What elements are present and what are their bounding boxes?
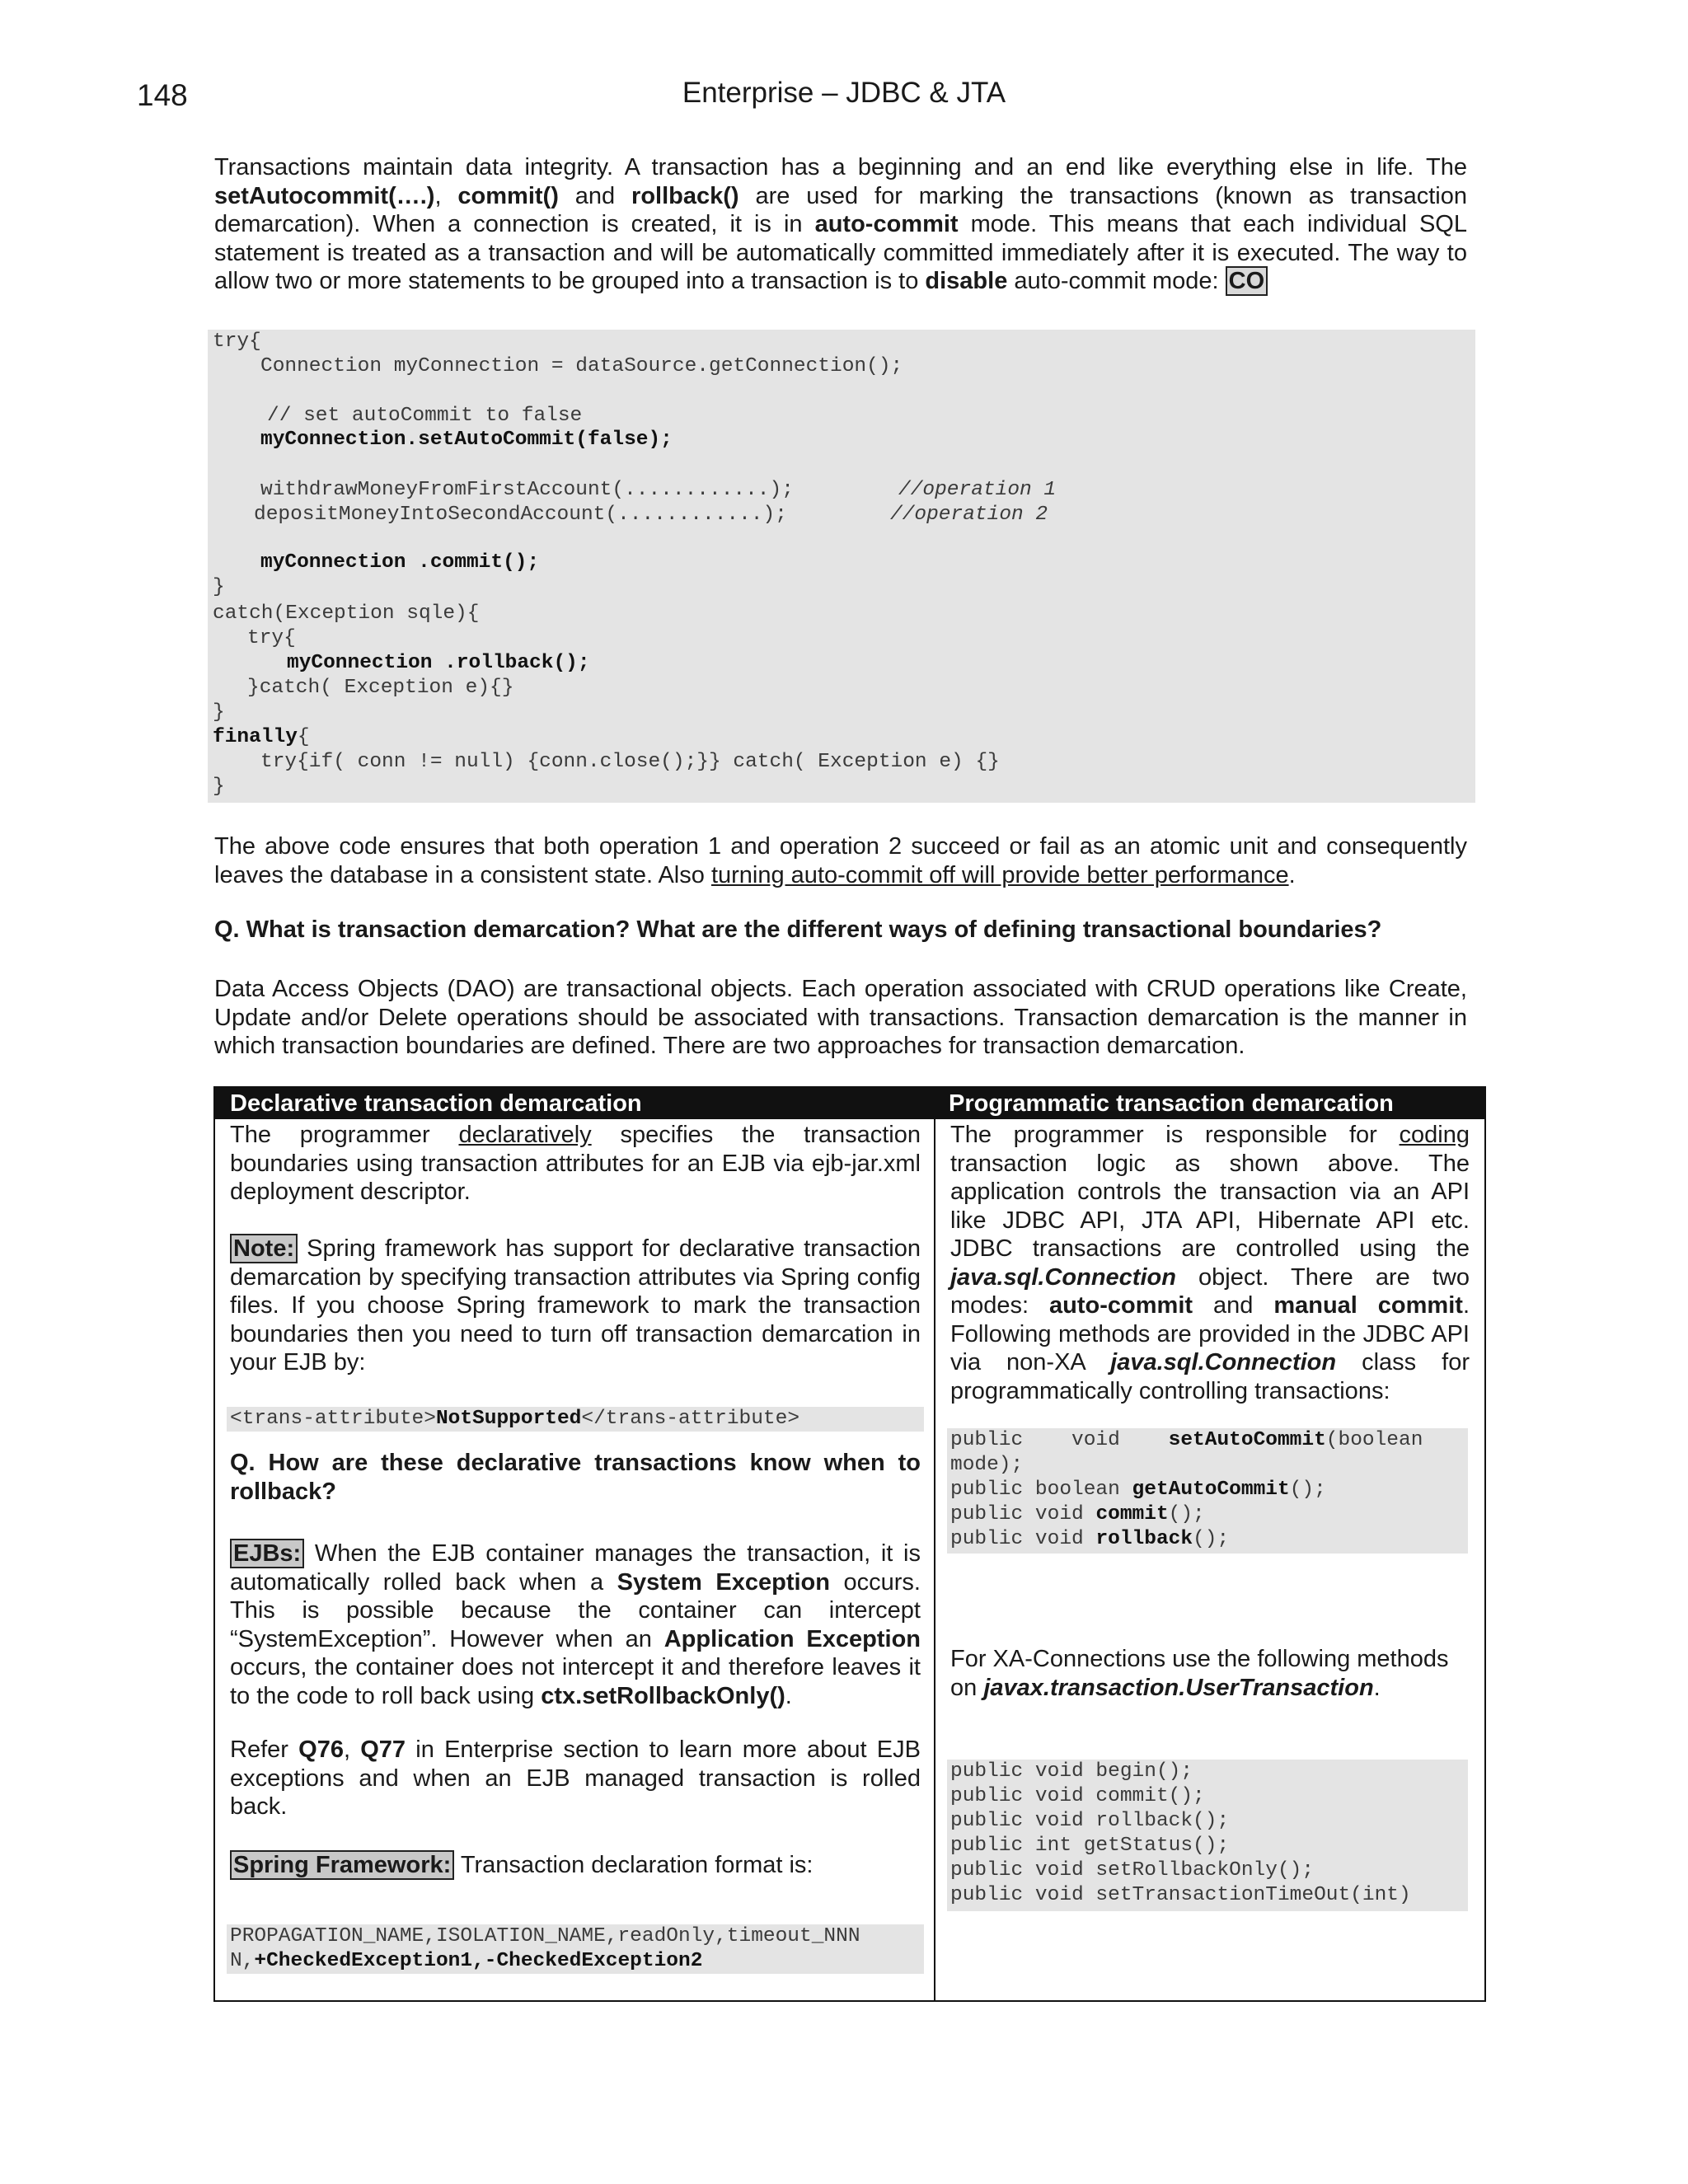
- method-line: public int getStatus();: [950, 1835, 1230, 1857]
- code-line: myConnection.setAutoCommit(false);: [260, 429, 673, 451]
- refer-paragraph: Refer Q76, Q77 in Enterprise section to learn more about EJB exceptions and when an EJB managed transaction is rolled back.: [230, 1736, 921, 1820]
- method-line: mode);: [950, 1454, 1024, 1476]
- spring-framework-label: Spring Framework:: [230, 1850, 454, 1880]
- ejbs-label: EJBs:: [230, 1539, 304, 1568]
- format-line: PROPAGATION_NAME,ISOLATION_NAME,readOnly,timeout_NNN: [230, 1925, 860, 1947]
- method-line: public boolean getAutoCommit();: [950, 1479, 1326, 1501]
- dao-paragraph: Data Access Objects (DAO) are transactional objects. Each operation associated with CRUD operations like Create, Update and/or Delete operations should be associated with transactions. Transaction demarcation is the manner in which transaction boundaries are defined. There are two approaches for transaction demarcation.: [214, 976, 1467, 1059]
- code-line: Connection myConnection = dataSource.getConnection();: [260, 355, 903, 377]
- spring-format-code: [227, 1924, 924, 1974]
- code-line: }catch( Exception e){}: [247, 677, 514, 699]
- code-line: try{if( conn != null) {conn.close();}} catch( Exception e) {}: [260, 751, 1000, 773]
- note-label: Note:: [230, 1234, 298, 1263]
- table-header-programmatic: Programmatic transaction demarcation: [934, 1088, 1484, 1119]
- code-line: try{: [247, 627, 296, 649]
- format-line: N,+CheckedException1,-CheckedException2: [230, 1950, 703, 1972]
- method-line: public void commit();: [950, 1785, 1205, 1807]
- method-line: public void setTransactionTimeOut(int): [950, 1884, 1411, 1906]
- code-line: myConnection .commit();: [260, 551, 540, 574]
- code-line: depositMoneyIntoSecondAccount(............);: [254, 504, 787, 526]
- question-heading: Q. What is transaction demarcation? What are the different ways of defining transactional boundaries?: [214, 916, 1382, 943]
- code-comment: //operation 1: [898, 479, 1057, 501]
- spring-note: Note: Spring framework has support for declarative transaction demarcation by specifying transaction attributes via Spring config files. If you choose Spring framework to mark the transaction boundaries then you need to turn off transaction demarcation in your EJB by:: [230, 1235, 921, 1376]
- demarcation-table: [213, 1086, 1486, 2002]
- programmatic-intro: The programmer is responsible for coding transaction logic as shown above. The application controls the transaction via an API like JDBC API, JTA API, Hibernate API etc. JDBC transactions are controlled using the java.sql.Connection object. There are two modes: auto-commit and manual commit. Following methods are provided in the JDBC API via non-XA java.sql.Connection class for programmatically controlling transactions:: [950, 1122, 1470, 1404]
- column-divider: [934, 1119, 935, 2000]
- declarative-intro: The programmer declaratively specifies the transaction boundaries using transaction attributes for an EJB via ejb-jar.xml deployment descriptor.: [230, 1122, 921, 1205]
- code-comment: //operation 2: [890, 504, 1048, 526]
- method-line: public void rollback();: [950, 1528, 1230, 1550]
- page-number: 148: [137, 78, 188, 112]
- method-line: public void begin();: [950, 1760, 1193, 1783]
- connection-methods-code: [947, 1428, 1468, 1554]
- code-line: finally{: [213, 726, 310, 748]
- method-line: public void setAutoCommit(boolean: [950, 1429, 1423, 1451]
- user-transaction-methods-code: [947, 1760, 1468, 1911]
- method-line: public void rollback();: [950, 1810, 1230, 1832]
- co-badge: CO: [1226, 266, 1268, 296]
- code-line: }: [213, 776, 225, 798]
- trans-attribute-line: <trans-attribute>NotSupported</trans-attribute>: [230, 1408, 800, 1430]
- xa-connections-paragraph: For XA-Connections use the following methods on javax.transaction.UserTransaction.: [950, 1646, 1449, 1701]
- method-line: public void commit();: [950, 1503, 1205, 1526]
- code-line: catch(Exception sqle){: [213, 602, 480, 625]
- code-line: }: [213, 701, 225, 724]
- code-line: }: [213, 576, 225, 598]
- method-line: public void setRollbackOnly();: [950, 1859, 1315, 1882]
- intro-paragraph: Transactions maintain data integrity. A transaction has a beginning and an end like everything else in life. The setAutocommit(….), commit() and rollback() are used for marking the transactions (known as transaction demarcation). When a connection is created, it is in auto-commit mode. This means that each individual SQL statement is treated as a transaction and will be automatically committed immediately after it is executed. The way to allow two or more statements to be grouped into a transaction is to disable auto-commit mode: CO: [214, 154, 1467, 294]
- code-block: [208, 330, 1475, 803]
- code-line: myConnection .rollback();: [287, 652, 590, 674]
- code-comment: // set autoCommit to false: [267, 405, 583, 427]
- rollback-question: Q. How are these declarative transactions know when to rollback?: [230, 1450, 921, 1505]
- table-header-declarative: Declarative transaction demarcation: [215, 1088, 934, 1119]
- after-code-paragraph: The above code ensures that both operation 1 and operation 2 succeed or fail as an atomic unit and consequently leaves the database in a consistent state. Also turning auto-commit off will provide better performance.: [214, 833, 1467, 888]
- ejbs-paragraph: EJBs: When the EJB container manages the transaction, it is automatically rolled back when a System Exception occurs. This is possible because the container can intercept “SystemException”. However when an Application Exception occurs, the container does not intercept it and therefore leaves it to the code to roll back using ctx.setRollbackOnly().: [230, 1540, 921, 1709]
- trans-attribute-code: [227, 1407, 924, 1432]
- code-line: try{: [213, 330, 261, 353]
- code-line: withdrawMoneyFromFirstAccount(............);: [260, 479, 794, 501]
- spring-format-label: Spring Framework: Transaction declaration format is:: [230, 1851, 921, 1880]
- running-header: Enterprise – JDBC & JTA: [682, 77, 1006, 109]
